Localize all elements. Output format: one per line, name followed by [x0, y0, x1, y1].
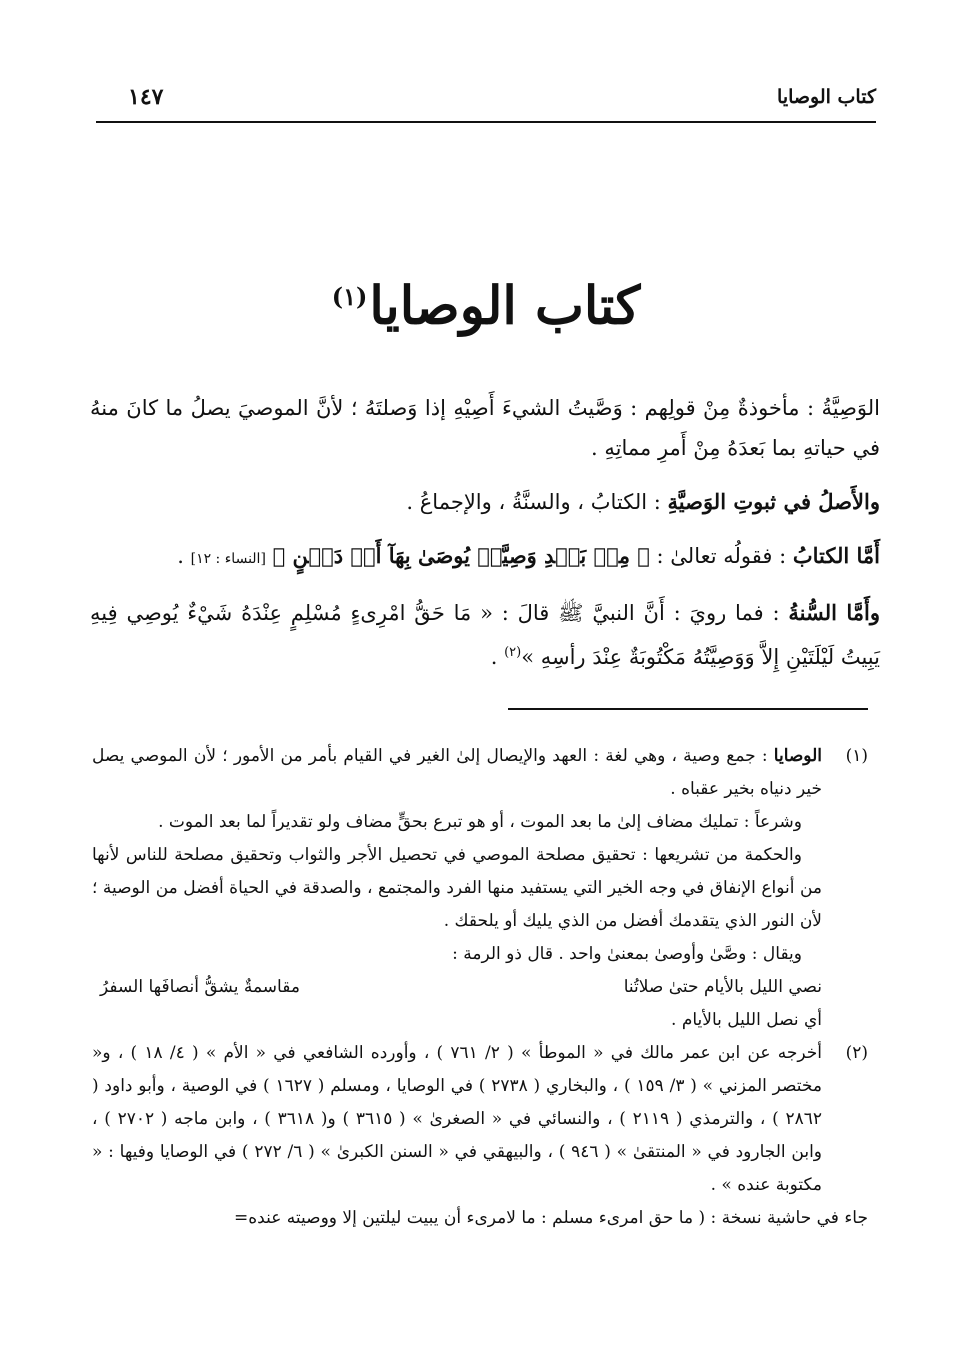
paragraph-definition: الوَصِيَّةُ : مأخوذةٌ مِنْ قولِهم : وَصَّيتُ الشيءَ أَصِيْهِ إذا وَصلتَهُ ؛ لأنَّ الموصيَ يصلُ ما كانَ منهُ في حياتهِ بما بَعدَهُ مِنْ أَمرِ مماتِهِ .	[90, 396, 880, 460]
chapter-title-text: كتاب الوصايا	[369, 275, 641, 337]
footnote-1-text: : جمع وصية ، وهي لغة : العهد والإيصال إلىٰ الغير في القيام بأمر من الأمور ؛ لأن الموصي يصل خير دنياه بخير عقباه .	[92, 746, 822, 799]
footnotes	[92, 740, 868, 1235]
main-text	[90, 388, 880, 691]
header-rule	[96, 121, 876, 123]
page-number: ١٤٧	[128, 84, 164, 110]
hadith-text: : فما رويَ : أَنَّ النبيَّ ﷺ قالَ : « مَا حَقُّ امْرِىءٍ مُسْلِمٍ عِنْدَهُ شَيْءٌ يُوصِي فِيهِ يَبِيتُ لَيْلَتَيْنِ إِلاَّ وَوَصِيَّتُهُ مَكْتُوبَةٌ عِنْدَ رأسِهِ »	[90, 601, 880, 669]
paragraph-basis	[90, 482, 880, 522]
chapter-title-note-ref: (١)	[331, 282, 368, 311]
footnote-1-para-4: ويقال : وصَّىٰ وأوصىٰ بمعنىٰ واحد . قال ذو الرمة :	[452, 944, 802, 964]
footnote-1-para-1	[92, 740, 822, 806]
quran-verse: ﴿ مِنۢ بَعۡدِ وَصِيَّةٖ يُوصَىٰ بِهَآ أَوۡ دَيۡنٍ ﴾	[272, 543, 650, 568]
verse-first-half: نصي الليل بالأيام حتىٰ صلاتُنا	[623, 977, 822, 997]
running-header-chapter: كتاب الوصايا	[777, 86, 876, 108]
footnote-number: (٢)	[845, 1043, 868, 1063]
term-basis: والأَصلُ في ثبوتِ الوَصيَّةِ	[667, 489, 880, 514]
paragraph-quran	[90, 536, 880, 579]
footnote-continuation: جاء في حاشية نسخة : ( ما حق امرىء مسلم : ما لامرىء أن يبيت ليلتين إلا ووصيته عنده=	[234, 1208, 868, 1228]
footnote-2	[92, 1037, 868, 1202]
term-sunnah: وأَمَّا السُّنةُ	[788, 600, 880, 625]
chapter-title	[0, 262, 972, 341]
footnote-1-para-5: أي نصل الليل بالأيام .	[671, 1010, 822, 1030]
basis-text: : الكتابُ ، والسنَّةُ ، والإجماعُ .	[406, 490, 661, 514]
footnote-1-term: الوصايا	[773, 746, 822, 766]
sunnah-end: .	[490, 645, 498, 669]
footnote-separator	[508, 708, 868, 710]
book-text: : فقولُه تعالىٰ :	[656, 544, 787, 568]
quran-citation: [النساء : ١٢]	[190, 551, 266, 567]
footnote-1-para-3: والحكمة من تشريعها : تحقيق مصلحة الموصي في تحصيل الأجر والثواب وتحقيق مصلحة للناس لأنها من أنواع الإنفاق في وجه الخير التي يستفيد منها الفرد والمجتمع ، والصدقة في الحياة أفضل من الوصية ؛ لأن النور الذي يتقدمك أفضل من الذي يليك أو يلحقك .	[92, 845, 822, 931]
hadith-note-ref: (٢)	[504, 645, 522, 660]
footnote-number: (١)	[845, 746, 868, 766]
term-book: أَمَّا الكتابُ	[792, 543, 880, 568]
footnote-1	[92, 740, 868, 1037]
footnote-1-para-2: وشرعاً : تمليك مضاف إلىٰ ما بعد الموت ، أو هو تبرع بحقٍّ مضاف ولو تقديراً لما بعد الموت .	[158, 812, 802, 832]
footnote-2-text: أخرجه عن ابن عمر مالك في « الموطأ » ( ٢/ ٧٦١ ) ، وأورده الشافعي في « الأم » ( ٤/ ١٨ ) ، و« مختصر المزني » ( ٣/ ١٥٩ ) ، والبخاري ( ٢٧٣٨ ) في الوصايا ، ومسلم ( ١٦٢٧ ) في الوصية ، وأبو داود ( ٢٨٦٢ ) ، والترمذي ( ٢١١٩ ) ، والنسائي في « الصغرىٰ » ( ٣٦١٥ ) و( ٣٦١٨ ) ، وابن ماجه ( ٢٧٠٢ ) ، وابن الجارود في « المنتقىٰ » ( ٩٤٦ ) ، والبيهقي في « السنن الكبرىٰ » ( ٦/ ٢٧٢ ) في الوصايا وفيها : « مكتوبة عنده » .	[92, 1043, 823, 1195]
book-end: .	[177, 544, 184, 568]
poetry-verse	[92, 971, 822, 1004]
verse-second-half: مقاسمةٌ يشقُّ أنصافَها السفرُ	[100, 977, 300, 997]
paragraph-sunnah	[90, 593, 880, 677]
